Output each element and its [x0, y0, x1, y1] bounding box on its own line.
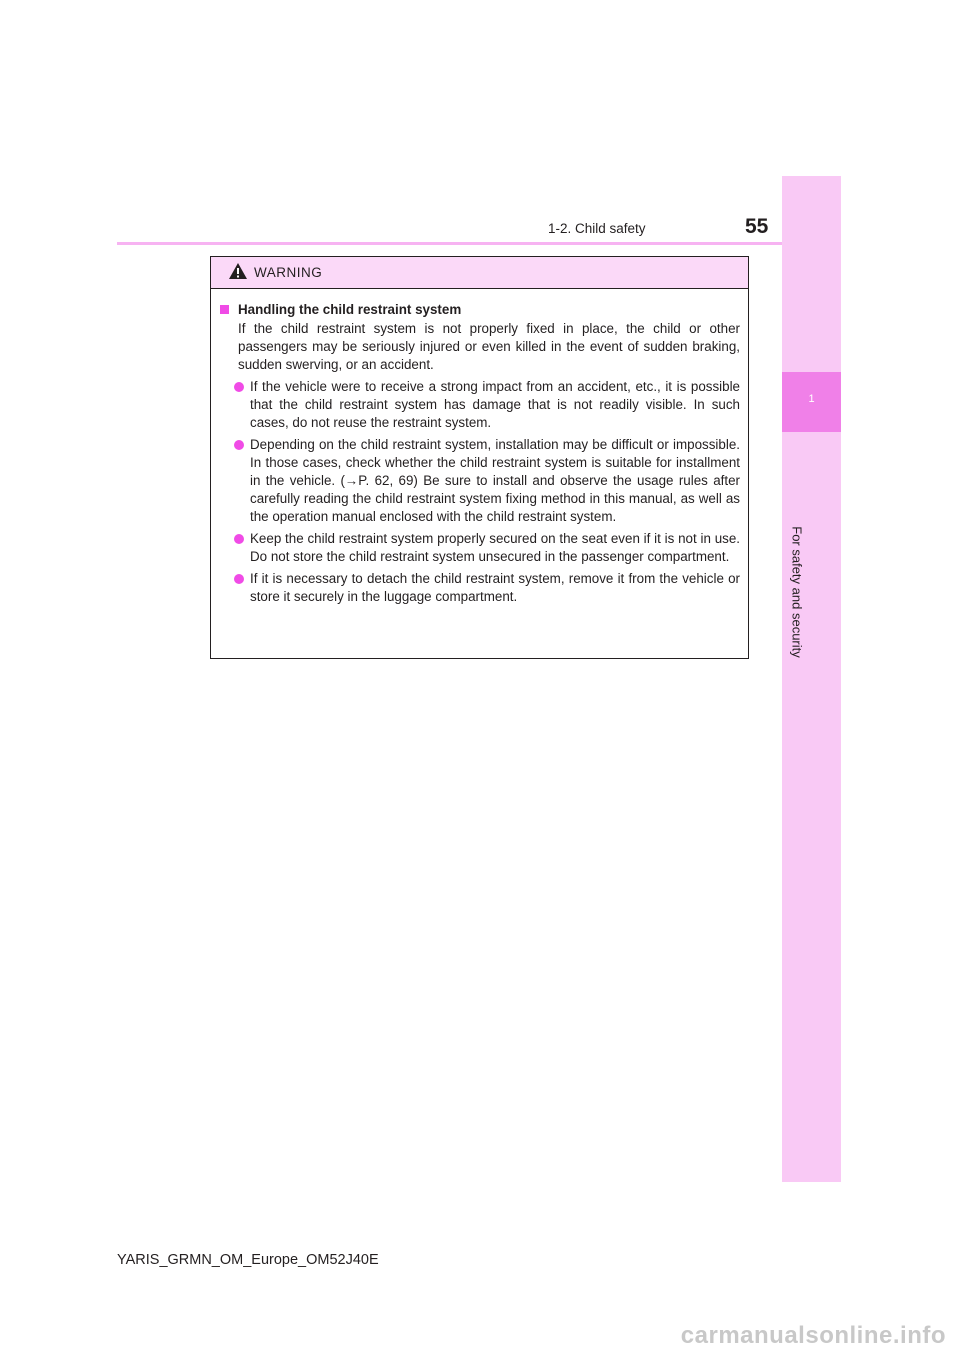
- heading-square-icon: [220, 305, 229, 314]
- page-number: 55: [745, 215, 769, 238]
- bullet-dot-icon: [234, 574, 244, 584]
- warning-bullet-text: If it is necessary to detach the child restraint system, remove it from the vehicle or store it securely in the luggage compartment.: [250, 571, 740, 604]
- warning-bullet-text: Depending on the child restraint system, installation may be difficult or impossible. In those cases, check whether the child restraint system is suitable for installment in the vehicle. (→P. 62, 69) Be sure to install and observe the usage rules after carefully reading the child restraint system fixing method in this manual, as well as the operation manual enclosed with the child restraint system.: [250, 437, 740, 524]
- warning-bullet: [219, 570, 740, 606]
- bullet-dot-icon: [234, 440, 244, 450]
- warning-heading-text: Handling the child restraint system: [238, 302, 462, 317]
- warning-label: WARNING: [254, 265, 323, 280]
- warning-bullet-text: If the vehicle were to receive a strong impact from an accident, etc., it is possible that the child restraint system has damage that is not readily visible. In such cases, do not reuse the restraint system.: [250, 379, 740, 430]
- chapter-number: 1: [808, 393, 815, 405]
- bullet-dot-icon: [234, 534, 244, 544]
- warning-triangle-icon: [228, 262, 248, 280]
- warning-body: [211, 289, 748, 606]
- warning-heading: [219, 301, 740, 319]
- warning-intro: If the child restraint system is not properly fixed in place, the child or other passengers may be seriously injured or even killed in the event of sudden braking, sudden swerving, or an accident.: [238, 321, 740, 372]
- warning-bullet: [219, 378, 740, 432]
- document-code: YARIS_GRMN_OM_Europe_OM52J40E: [117, 1252, 379, 1268]
- watermark: carmanualsonline.info: [680, 1322, 946, 1349]
- warning-bullet: [219, 530, 740, 566]
- bullet-dot-icon: [234, 382, 244, 392]
- warning-bullet-text: Keep the child restraint system properly secured on the seat even if it is not in use. Do not store the child restraint system unsecured in the passenger compartment.: [250, 531, 740, 564]
- warning-bullet: [219, 436, 740, 526]
- warning-box: [210, 256, 749, 659]
- section-label: 1-2. Child safety: [548, 221, 646, 236]
- header-rule: [117, 242, 840, 245]
- chapter-title: For safety and security: [789, 526, 805, 658]
- chapter-side-tab: [782, 176, 841, 1182]
- warning-header: [211, 257, 748, 289]
